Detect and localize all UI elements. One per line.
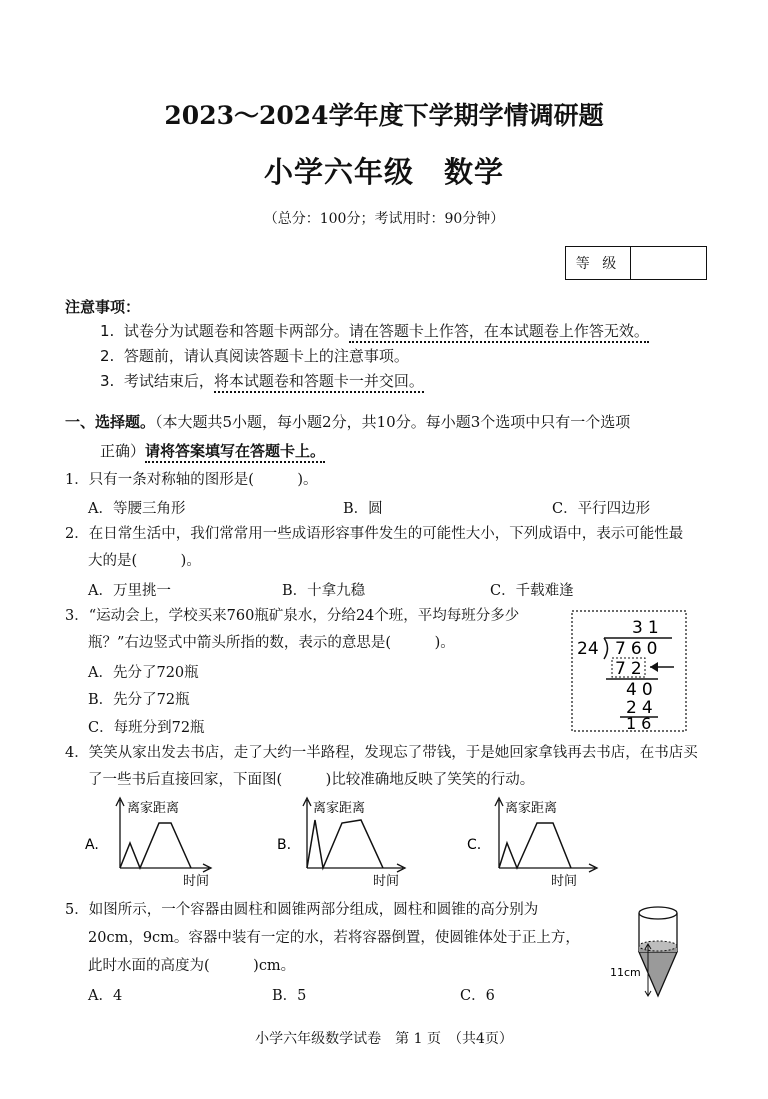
note-item-3 (100, 370, 424, 391)
section-desc: （本大题共5小题，每小题2分，共10分。每小题3个选项中只有一个选项 (155, 413, 631, 431)
note-text: 试卷分为试题卷和答题卡两部分。 (123, 322, 349, 340)
graph-option-a[interactable] (85, 795, 215, 890)
q1-option-b[interactable]: B．圆 (343, 501, 383, 517)
q5-option-a[interactable]: A．4 (88, 988, 123, 1004)
graph-a-ylabel: 离家距离 (127, 801, 180, 816)
division-remainder-2: 16 (626, 714, 657, 733)
q2-option-a[interactable]: A．万里挑一 (88, 583, 171, 599)
exam-subject: 小学六年级 数学 (263, 155, 504, 189)
q2-option-b[interactable]: B．十拿九稳 (282, 583, 366, 599)
graph-option-c[interactable] (467, 795, 602, 890)
graph-c-xlabel: 时间 (551, 874, 578, 889)
note-item-2 (100, 345, 409, 366)
page-footer: 小学六年级数学试卷 第 1 页 （共4页） (255, 1031, 513, 1047)
question-2-line-2: 大的是( )。 (88, 553, 201, 569)
note-number: 1. (100, 322, 115, 340)
question-5-line-2: 20cm，9cm。容器中装有一定的水，若将容器倒置，使圆锥体处于正上方， (88, 930, 580, 946)
arrow-head-icon (650, 662, 658, 672)
question-4-line-2: 了一些书后直接回家，下面图( )比较准确地反映了笑笑的行动。 (88, 772, 535, 788)
q3-option-a[interactable]: A．先分了720瓶 (88, 665, 199, 681)
section-desc-cont (100, 440, 325, 461)
division-divisor: 24 (577, 639, 599, 659)
section-desc-2: 正确） (100, 442, 146, 460)
q1-option-a[interactable]: A．等腰三角形 (88, 501, 186, 517)
graph-b-line (307, 820, 383, 868)
q2-option-c[interactable]: C．千载难逢 (490, 583, 574, 599)
graph-option-b[interactable] (275, 795, 410, 890)
exam-info: （总分：100分；考试用时：90分钟） (263, 211, 505, 227)
question-2-line-1: 2．在日常生活中，我们常常用一些成语形容事件发生的可能性大小，下列成语中，表示可能性最 (65, 526, 684, 542)
q5-option-c[interactable]: C．6 (460, 988, 495, 1004)
q1-option-c[interactable]: C．平行四边形 (552, 501, 651, 517)
grade-box (565, 246, 707, 280)
question-5-line-1: 5．如图所示，一个容器由圆柱和圆锥两部分组成，圆柱和圆锥的高分别为 (65, 902, 539, 918)
question-3-line-1: 3．“运动会上，学校买来760瓶矿泉水，分给24个班，平均每班分多少 (65, 608, 520, 624)
q5-option-b[interactable]: B．5 (272, 988, 307, 1004)
exam-title: 2023～2024学年度下学期学情调研题 (164, 101, 604, 130)
grade-field[interactable] (631, 247, 706, 279)
division-step-1: 72 (615, 659, 647, 679)
question-1: 1．只有一条对称轴的图形是( )。 (65, 472, 318, 488)
note-text: 答题前，请认真阅读答题卡上的注意事项。 (123, 347, 409, 365)
q3-option-b[interactable]: B．先分了72瓶 (88, 692, 190, 708)
long-division-figure (570, 609, 690, 733)
graph-b-ylabel: 离家距离 (313, 801, 366, 816)
graph-a-xlabel: 时间 (183, 874, 210, 889)
question-4-line-1: 4．笑笑从家出发去书店，走了大约一半路程，发现忘了带钱，于是她回家拿钱再去书店，在书店买 (65, 745, 698, 761)
graph-c-ylabel: 离家距离 (505, 801, 558, 816)
division-quotient: 31 (632, 618, 664, 638)
question-3-line-2: 瓶？”右边竖式中箭头所指的数，表示的意思是( )。 (88, 635, 455, 651)
graph-a-label: A. (85, 837, 99, 853)
note-number: 3. (100, 372, 115, 390)
graph-a-line (120, 823, 191, 868)
note-emphasis: 请在答题卡上作答，在本试题卷上作答无效。 (349, 322, 649, 343)
division-step-2: 24 (626, 698, 658, 718)
division-remainder-1: 40 (626, 680, 658, 700)
note-emphasis: 将本试题卷和答题卡一并交回。 (214, 372, 424, 393)
graph-b-xlabel: 时间 (373, 874, 400, 889)
note-number: 2. (100, 347, 115, 365)
division-dividend: 760 (615, 639, 663, 659)
q3-option-c[interactable]: C．每班分到72瓶 (88, 720, 205, 736)
section-heading (65, 411, 630, 432)
graph-c-line (499, 823, 571, 868)
note-text: 考试结束后， (123, 372, 214, 390)
section-title: 一、选择题。 (65, 413, 156, 431)
notes-heading: 注意事项： (65, 298, 141, 316)
grade-label: 等 级 (566, 247, 631, 279)
section-instruction: 请将答案填写在答题卡上。 (145, 442, 325, 463)
height-label: 11cm (610, 966, 641, 979)
graph-c-label: C. (467, 837, 482, 853)
graph-b-label: B. (277, 837, 292, 853)
container-figure (608, 900, 708, 1005)
note-item-1 (100, 320, 649, 341)
question-5-line-3: 此时水面的高度为( )cm。 (88, 958, 296, 974)
